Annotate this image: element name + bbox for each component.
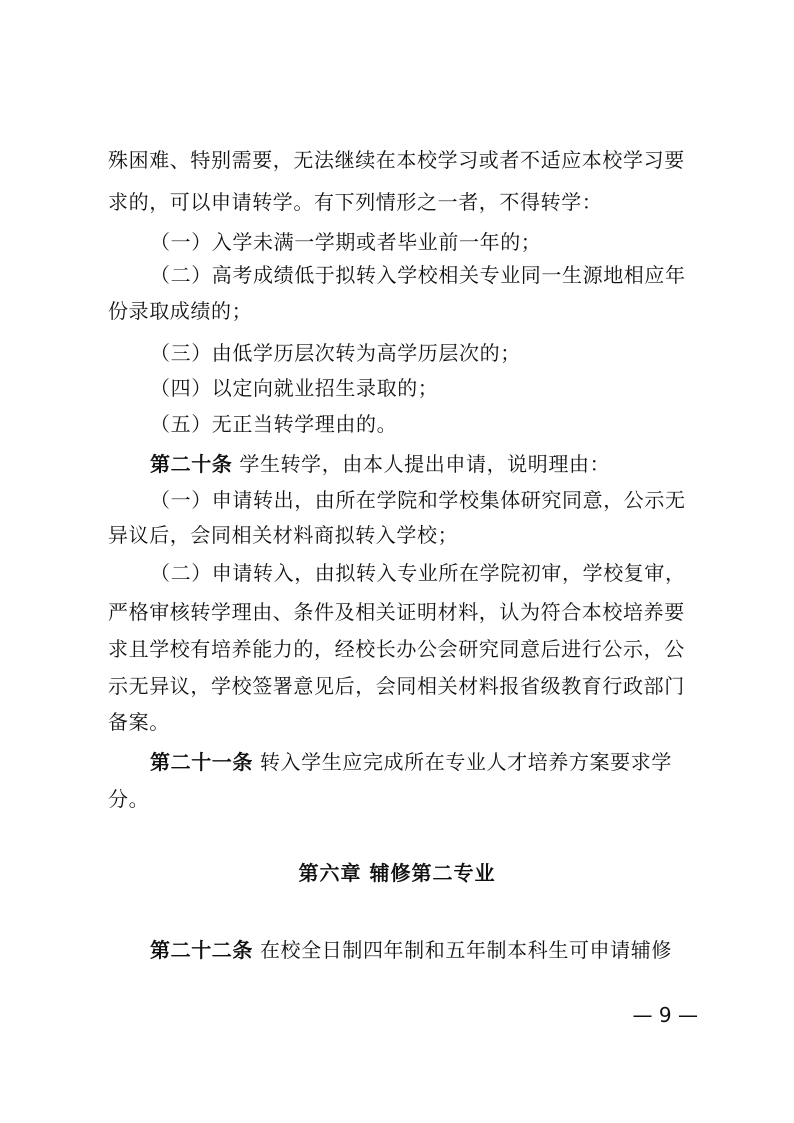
article-21-title: 第二十一条 bbox=[150, 750, 253, 774]
article-20-title: 第二十条 bbox=[150, 452, 233, 476]
text-line: 示无异议，学校签署意见后，会同相关材料报省级教育行政部门 bbox=[108, 674, 685, 698]
text-line: 殊困难、特别需要，无法继续在本校学习或者不适应本校学习要 bbox=[108, 148, 685, 172]
chapter-heading: 第六章 辅修第二专业 bbox=[298, 861, 496, 885]
article-20 bbox=[150, 451, 694, 477]
text-line: 严格审核转学理由、条件及相关证明材料，认为符合本校培养要 bbox=[108, 600, 685, 624]
list-item: （二）申请转入，由拟转入专业所在学院初审，学校复审， bbox=[150, 561, 686, 585]
article-22-text: 在校全日制四年制和五年制本科生可申请辅修 bbox=[253, 938, 672, 962]
text-line: 备案。 bbox=[108, 710, 170, 734]
list-item: （四）以定向就业招生录取的； bbox=[150, 376, 439, 400]
list-item: （五）无正当转学理由的。 bbox=[150, 412, 398, 436]
text-line: 求且学校有培养能力的，经校长办公会研究同意后进行公示，公 bbox=[108, 637, 685, 661]
article-22 bbox=[150, 937, 694, 963]
article-20-text: 学生转学，由本人提出申请，说明理由： bbox=[232, 452, 611, 476]
list-item: （三）由低学历层次转为高学历层次的； bbox=[150, 341, 521, 365]
list-item: （一）入学未满一学期或者毕业前一年的； bbox=[150, 230, 542, 254]
page-number: — 9 — bbox=[632, 1003, 698, 1027]
text-line: 求的，可以申请转学。有下列情形之一者，不得转学： bbox=[108, 190, 603, 214]
text-line: 份录取成绩的； bbox=[108, 299, 253, 323]
text-line: 分。 bbox=[108, 787, 150, 811]
article-21-text: 转入学生应完成所在专业人才培养方案要求学 bbox=[253, 750, 672, 774]
list-item: （二）高考成绩低于拟转入学校相关专业同一生源地相应年 bbox=[150, 263, 686, 287]
article-21 bbox=[150, 749, 694, 775]
article-22-title: 第二十二条 bbox=[150, 938, 253, 962]
list-item: （一）申请转出，由所在学院和学校集体研究同意，公示无 bbox=[150, 488, 686, 512]
text-line: 异议后，会同相关材料商拟转入学校； bbox=[108, 523, 459, 547]
